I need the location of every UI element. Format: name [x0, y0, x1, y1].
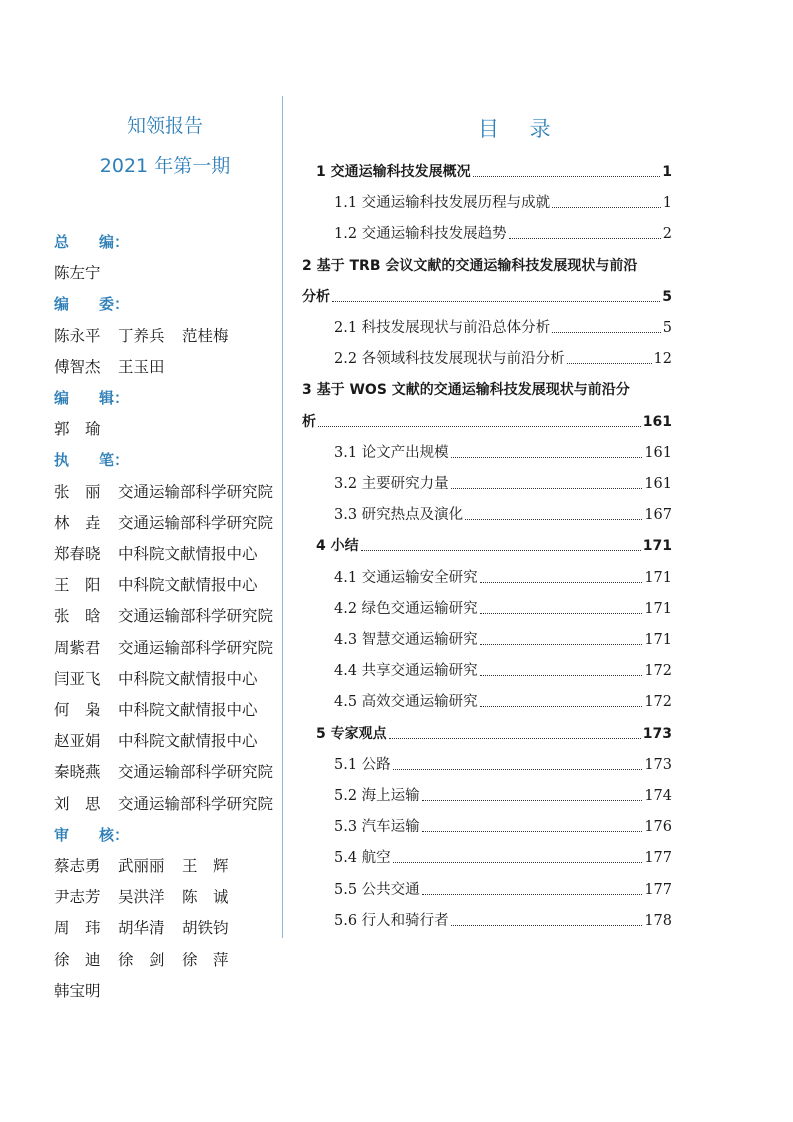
credit-name: 陈 诚: [182, 888, 229, 907]
credit-line: [54, 950, 246, 970]
toc-page-number: 161: [644, 476, 672, 492]
toc-entry-label: 5.6 行人和骑行者: [334, 912, 449, 929]
credit-name: 张 晗: [54, 607, 101, 626]
toc-entry[interactable]: [334, 443, 672, 463]
toc-entry[interactable]: [334, 911, 672, 931]
toc-leader-dots: [389, 738, 641, 739]
toc-entry[interactable]: [334, 568, 672, 588]
toc-entry-label: 2 基于 TRB 会议文献的交通运输科技发展现状与前沿: [302, 257, 638, 274]
toc-leader-dots: [332, 301, 660, 302]
toc-leader-dots: [480, 582, 643, 583]
toc-page-number: 161: [644, 444, 672, 461]
credit-line: [54, 575, 258, 595]
credit-line: [54, 700, 258, 720]
credit-line: [54, 638, 273, 658]
toc-leader-dots: [451, 925, 643, 926]
credit-name: 林 垚: [54, 513, 101, 532]
toc-leader-dots: [393, 862, 643, 863]
credit-name: 交通运输部科学研究院: [118, 794, 274, 813]
toc-heading: 目 录: [478, 117, 563, 141]
toc-entry-label: 5.3 汽车运输: [334, 819, 420, 836]
toc-entry[interactable]: [302, 412, 672, 432]
credit-name: 中科院文献情报中心: [118, 669, 258, 688]
toc-entry-label: 3.2 主要研究力量: [334, 476, 449, 492]
toc-entry-label: 1.1 交通运输科技发展历程与成就: [334, 195, 551, 212]
credit-role: 编 辑：: [54, 389, 130, 407]
credit-line: [54, 544, 258, 564]
toc-page-number: 174: [644, 788, 672, 804]
toc-page-number: 173: [644, 756, 672, 773]
toc-entry[interactable]: [334, 193, 672, 213]
toc-entry[interactable]: [334, 349, 672, 369]
credit-name: 张 丽: [54, 482, 101, 501]
credit-name: 傅智杰: [54, 357, 101, 376]
toc-page-number: 12: [653, 351, 672, 368]
credit-name: 武丽丽: [118, 857, 165, 875]
toc-leader-dots: [480, 644, 643, 645]
credit-role: 执 笔：: [54, 451, 130, 470]
toc-entry-label: 4.1 交通运输安全研究: [334, 569, 478, 586]
credit-name: 王玉田: [118, 357, 165, 376]
credit-name: 胡华清: [118, 919, 165, 938]
credit-name: 蔡志勇: [54, 857, 101, 875]
credit-name: 中科院文献情报中心: [118, 545, 258, 563]
credit-name: 郭 瑜: [54, 420, 101, 439]
credit-name: 丁养兵: [118, 326, 165, 345]
credit-name: 王 阳: [54, 576, 101, 595]
toc-entry-label: 5.5 公共交通: [334, 881, 420, 898]
column-divider: [282, 96, 283, 938]
toc-page-number: 173: [642, 725, 672, 742]
credit-name: 周 玮: [54, 919, 101, 938]
toc-entry-label: 1 交通运输科技发展概况: [316, 164, 471, 180]
toc-entry[interactable]: [334, 630, 672, 650]
credit-name: 徐 萍: [182, 950, 229, 969]
toc-entry[interactable]: [302, 287, 672, 307]
credit-line: [54, 887, 246, 907]
toc-page-number: 171: [644, 632, 672, 648]
toc-entry[interactable]: [334, 318, 672, 338]
toc-page-number: 171: [644, 569, 672, 586]
toc-page-number: 178: [644, 912, 672, 929]
toc-entry[interactable]: [334, 505, 672, 525]
toc-entry[interactable]: [334, 755, 672, 775]
toc-leader-dots: [318, 426, 641, 427]
credit-name: 交通运输部科学研究院: [118, 482, 274, 501]
credit-name: 尹志芳: [54, 888, 101, 907]
credit-name: 闫亚飞: [54, 669, 101, 688]
toc-leader-dots: [552, 207, 661, 208]
credit-name: 交通运输部科学研究院: [118, 638, 274, 657]
credit-role: 审 核：: [54, 825, 130, 844]
toc-entry-label: 5.2 海上运输: [334, 788, 420, 804]
toc-entry-label: 2.1 科技发展现状与前沿总体分析: [334, 320, 551, 336]
toc-page-number: 161: [642, 413, 672, 430]
credit-name: 胡铁钧: [182, 919, 229, 938]
credit-name: 范桂梅: [182, 326, 229, 345]
toc-entry-label: 4.5 高效交通运输研究: [334, 694, 478, 711]
credit-name: 陈永平: [54, 326, 101, 345]
toc-leader-dots: [422, 894, 643, 895]
credit-line: [54, 981, 118, 1001]
toc-page-number: 176: [644, 819, 672, 836]
credit-name: 中科院文献情报中心: [118, 701, 258, 719]
credit-name: 中科院文献情报中心: [118, 732, 258, 751]
toc-leader-dots: [393, 769, 643, 770]
credit-name: 交通运输部科学研究院: [118, 763, 274, 782]
toc-entry[interactable]: [334, 817, 672, 837]
credit-line: [54, 762, 273, 782]
toc-leader-dots: [552, 332, 661, 333]
toc-leader-dots: [480, 613, 643, 614]
credit-line: [54, 731, 258, 751]
credit-name: 交通运输部科学研究院: [118, 513, 274, 532]
toc-entry[interactable]: [334, 692, 672, 712]
credit-line: [54, 856, 246, 876]
toc-entry[interactable]: [334, 848, 672, 868]
credit-line: [54, 606, 273, 626]
toc-page-number: 177: [644, 850, 672, 867]
toc-leader-dots: [422, 800, 643, 801]
toc-leader-dots: [509, 238, 661, 239]
toc-entry[interactable]: [334, 599, 672, 619]
credit-name: 韩宝明: [54, 981, 101, 1000]
toc-page-number: 172: [644, 694, 672, 711]
toc-leader-dots: [361, 550, 641, 551]
credit-name: 交通运输部科学研究院: [118, 607, 274, 626]
toc-page-number: 5: [662, 320, 672, 336]
credit-name: 徐 迪: [54, 950, 101, 969]
toc-leader-dots: [480, 706, 643, 707]
toc-leader-dots: [567, 363, 652, 364]
toc-page-number: 172: [644, 663, 672, 680]
toc-leader-dots: [480, 675, 643, 676]
credit-line: [54, 326, 246, 346]
toc-page-number: 171: [642, 538, 672, 555]
credit-name: 刘 思: [54, 794, 101, 813]
toc-entry-label-cont: 分析: [302, 288, 330, 305]
toc-entry[interactable]: [334, 661, 672, 681]
credit-line: [54, 794, 273, 814]
credit-line: [54, 357, 165, 377]
toc-entry[interactable]: [316, 724, 672, 744]
toc-leader-dots: [451, 488, 643, 489]
report-title: 知领报告: [126, 115, 203, 137]
credit-name: 徐 剑: [118, 950, 165, 969]
credit-name: 秦晓燕: [54, 763, 101, 782]
toc-entry[interactable]: [334, 786, 672, 806]
credit-role: 总 编：: [54, 233, 130, 251]
credit-line: [54, 419, 118, 439]
credit-line: [54, 513, 273, 533]
credit-line: [54, 669, 258, 689]
toc-page-number: 1: [662, 195, 672, 212]
toc-page-number: 171: [644, 600, 672, 617]
toc-entry-label: 4.2 绿色交通运输研究: [334, 600, 478, 617]
credit-line: [54, 263, 118, 283]
toc-entry-label: 3.3 研究热点及演化: [334, 507, 464, 524]
credit-name: 王 辉: [182, 857, 229, 875]
toc-entry-label: 1.2 交通运输科技发展趋势: [334, 226, 507, 243]
credit-line: [54, 918, 246, 938]
toc-entry[interactable]: [334, 224, 672, 244]
credit-name: 郑春晓: [54, 545, 101, 563]
toc-page-number: 1: [662, 164, 672, 180]
toc-entry[interactable]: [334, 474, 672, 494]
toc-entry-label: 3 基于 WOS 文献的交通运输科技发展现状与前沿分: [302, 382, 630, 399]
toc-entry-label: 4.4 共享交通运输研究: [334, 663, 478, 680]
toc-page-number: 2: [662, 226, 672, 243]
credit-name: 吴洪洋: [118, 888, 165, 907]
toc-entry-label: 4 小结: [316, 538, 359, 555]
toc-entry[interactable]: [334, 880, 672, 900]
credit-name: 何 枭: [54, 701, 101, 719]
toc-entry-label: 2.2 各领域科技发展现状与前沿分析: [334, 351, 565, 368]
toc-entry[interactable]: [316, 162, 672, 182]
toc-entry[interactable]: [316, 536, 672, 556]
toc-leader-dots: [451, 457, 643, 458]
toc-entry-label-cont: 析: [302, 413, 316, 430]
toc-entry-label: 4.3 智慧交通运输研究: [334, 632, 478, 648]
toc-entry-label: 5.1 公路: [334, 756, 391, 773]
credit-line: [54, 482, 273, 502]
toc-page-number: 167: [644, 507, 672, 524]
credit-name: 中科院文献情报中心: [118, 576, 258, 595]
toc-entry-label: 5.4 航空: [334, 850, 391, 867]
toc-entry-label: 3.1 论文产出规模: [334, 444, 449, 461]
toc-entry-label: 5 专家观点: [316, 725, 387, 742]
toc-leader-dots: [473, 176, 661, 177]
toc-page-number: 5: [662, 288, 672, 305]
credits-panel: [0, 0, 282, 1122]
credit-name: 陈左宁: [54, 264, 101, 283]
toc-page-number: 177: [644, 881, 672, 898]
toc-leader-dots: [422, 831, 643, 832]
report-issue: 2021 年第一期: [99, 155, 231, 177]
credit-name: 周紫君: [54, 638, 101, 657]
credit-role: 编 委：: [54, 295, 130, 314]
toc-leader-dots: [465, 519, 642, 520]
credit-name: 赵亚娟: [54, 732, 101, 751]
